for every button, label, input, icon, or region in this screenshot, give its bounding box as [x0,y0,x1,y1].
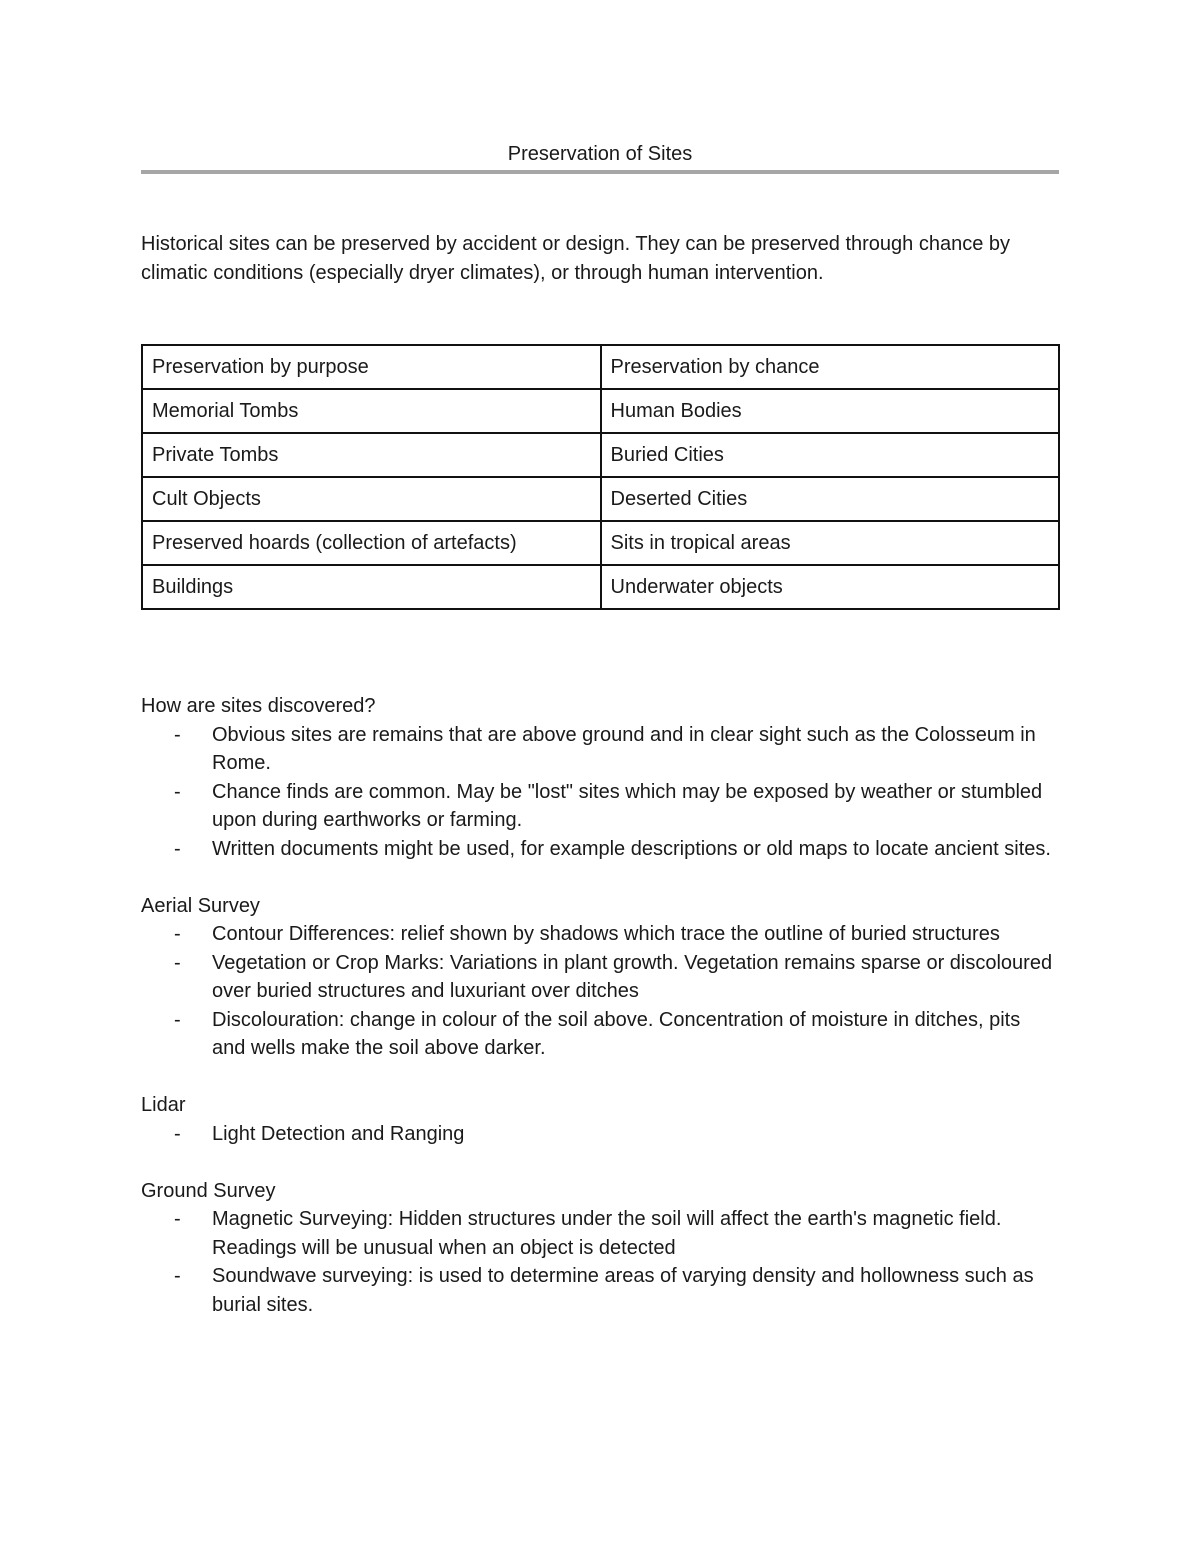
table-cell: Buried Cities [601,433,1060,477]
section-heading: Aerial Survey [141,894,260,917]
list-item [141,835,1059,864]
dash-bullet: - [174,951,181,974]
dash-bullet: - [174,1265,181,1287]
list-item-text: Discolouration: change in colour of the soil above. Concentration of moisture in ditches, pits and wells make the soil above darker. [212,1008,1021,1059]
table-row [142,345,1059,389]
list-item [141,1006,1059,1063]
list-item-text: Written documents might be used, for example descriptions or old maps to locate ancient sites. [212,837,1051,860]
list-item-text: Light Detection and Ranging [212,1122,465,1145]
list-item [141,949,1059,1006]
page-title: Preservation of Sites [507,143,693,165]
table-header-purpose: Preservation by purpose [142,345,601,389]
section-ground-survey [141,1177,1059,1320]
spacer [141,1063,1059,1092]
table-cell: Buildings [142,565,601,609]
table-row [142,521,1059,565]
spacer [141,1148,1059,1177]
list-item [141,778,1059,835]
dash-bullet: - [174,923,181,945]
section-heading: Lidar [141,1094,186,1116]
dash-bullet: - [174,837,181,860]
table-cell: Private Tombs [142,433,601,477]
bullet-list [141,721,1059,864]
list-item-text: Soundwave surveying: is used to determine areas of varying density and hollowness such as burial sites. [212,1265,1034,1316]
section-discovery [141,692,1059,863]
document-page [141,140,1059,1319]
section-lidar [141,1091,1059,1148]
section-heading: Ground Survey [141,1179,276,1202]
table-cell: Sits in tropical areas [601,521,1060,565]
list-item [141,1205,1059,1262]
dash-bullet: - [174,1008,181,1031]
list-item-text: Chance finds are common. May be "lost" sites which may be exposed by weather or stumbled upon during earthworks or farming. [212,780,1043,831]
list-item-text: Contour Differences: relief shown by shadows which trace the outline of buried structures [212,923,1000,945]
dash-bullet: - [174,723,181,746]
preservation-table [141,344,1060,610]
dash-bullet: - [174,780,181,803]
table-row [142,565,1059,609]
list-item-text: Vegetation or Crop Marks: Variations in plant growth. Vegetation remains sparse or discoloured over buried structures and luxuriant over ditches [212,951,1053,1002]
spacer [141,863,1059,892]
table-row [142,389,1059,433]
table-cell: Human Bodies [601,389,1060,433]
table-cell: Underwater objects [601,565,1060,609]
table-header-chance: Preservation by chance [601,345,1060,389]
bullet-list [141,920,1059,1063]
spacer [141,610,1059,692]
list-item [141,920,1059,949]
dash-bullet: - [174,1208,181,1230]
table-row [142,477,1059,521]
list-item-text: Magnetic Surveying: Hidden structures under the soil will affect the earth's magnetic field. Readings will be unusual when an object is detected [212,1208,1002,1259]
table-cell: Memorial Tombs [142,389,601,433]
list-item-text: Obvious sites are remains that are above ground and in clear sight such as the Colosseum in Rome. [212,723,1036,774]
bullet-list [141,1205,1059,1319]
table-cell: Preserved hoards (collection of artefacts) [142,521,601,565]
table-cell: Deserted Cities [601,477,1060,521]
bullet-list [141,1120,1059,1149]
section-aerial-survey [141,892,1059,1063]
section-heading: How are sites discovered? [141,695,376,717]
title-underline [141,170,1059,174]
list-item [141,721,1059,778]
table-row [142,433,1059,477]
list-item [141,1120,1059,1149]
table-cell: Cult Objects [142,477,601,521]
dash-bullet: - [174,1122,181,1145]
intro-paragraph: Historical sites can be preserved by accident or design. They can be preserved through chance by climatic conditions (especially dryer climates), or through human intervention. [141,233,1011,284]
list-item [141,1262,1059,1319]
